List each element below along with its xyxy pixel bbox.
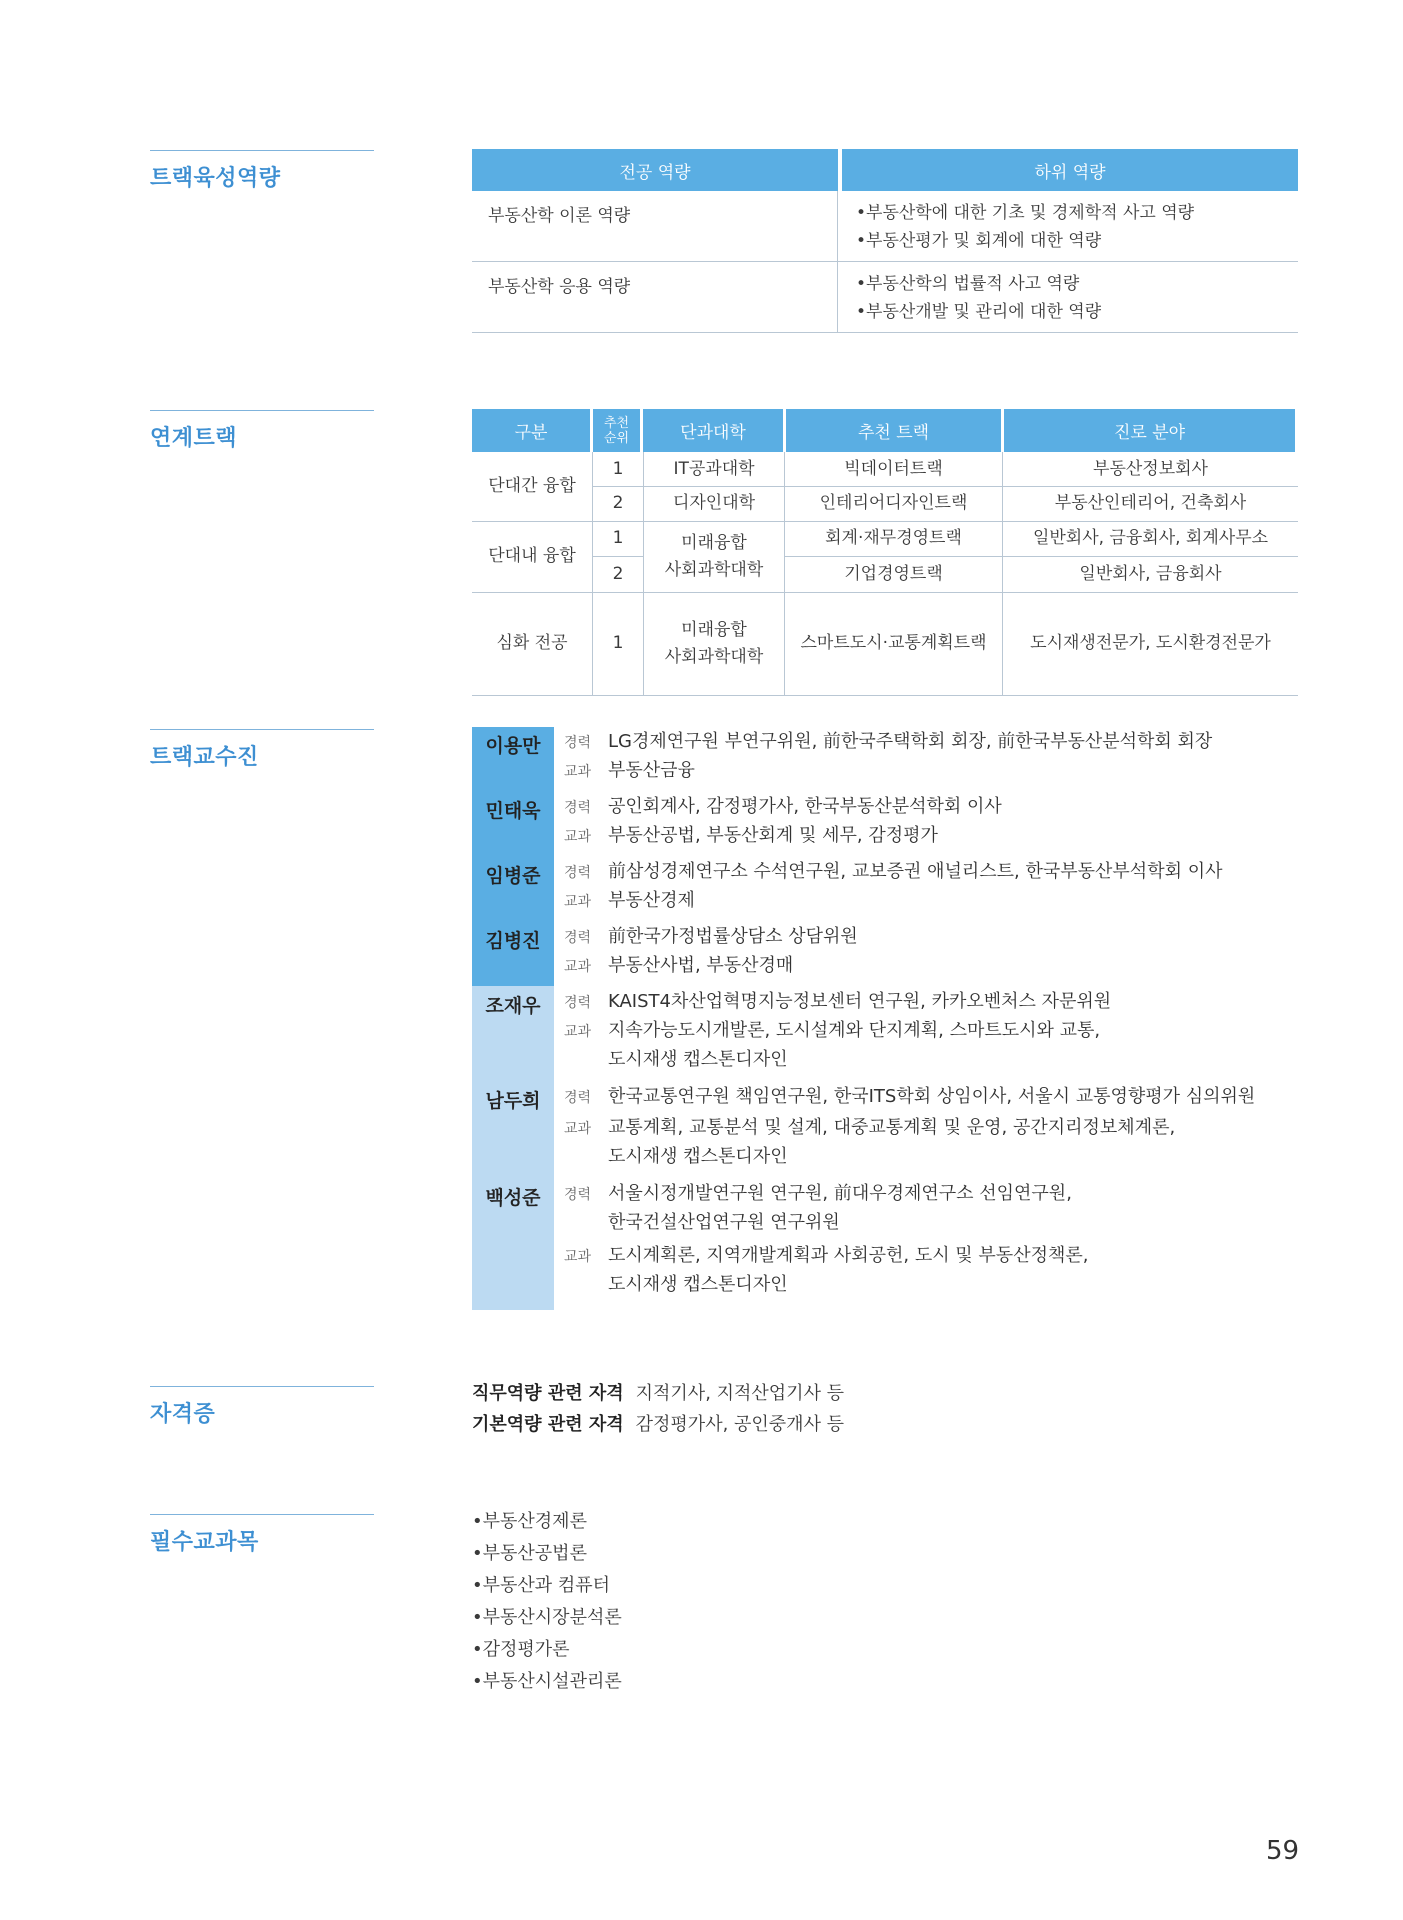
track-cell: 빅데이터트랙 xyxy=(844,458,943,479)
section-title: 자격증 xyxy=(150,1402,216,1427)
certificates-list xyxy=(472,1378,844,1440)
track-cell: 회계·재무경영트랙 xyxy=(825,528,962,548)
career-cell: 도시재생전문가, 도시환경전문가 xyxy=(1030,633,1271,653)
header-cell: 추천 트랙 xyxy=(786,409,1001,452)
course-tag: 교과 xyxy=(564,764,592,780)
career-tag: 경력 xyxy=(564,930,592,946)
group-cell: 단대내 융합 xyxy=(488,546,576,566)
section-label-competency xyxy=(150,150,374,192)
section-title: 연계트랙 xyxy=(150,426,238,451)
list-item: • 부동산시장분석론 xyxy=(472,1602,622,1634)
professor-courses-cont xyxy=(564,1270,788,1299)
group-cell: 심화 전공 xyxy=(496,633,568,653)
course-text: 도시재생 캡스톤디자인 xyxy=(608,1274,788,1295)
section-title: 트랙육성역량 xyxy=(150,166,281,191)
group-cell: 단대간 융합 xyxy=(488,476,576,496)
career-tag: 경력 xyxy=(564,1090,592,1106)
table-header xyxy=(472,149,1298,191)
header-cell: 단과대학 xyxy=(643,409,783,452)
professor-name: 조재우 xyxy=(485,995,541,1017)
career-text: 前삼성경제연구소 수석연구원, 교보증권 애널리스트, 한국부동산부석학회 이사 xyxy=(608,861,1223,882)
course-text: 부동산사법, 부동산경매 xyxy=(608,955,794,976)
sub-competencies xyxy=(838,262,1298,332)
certificate-label: 기본역량 관련 자격 xyxy=(472,1414,624,1435)
table-header xyxy=(472,409,1298,452)
professor-career xyxy=(564,727,1212,758)
list-item: • 부동산학에 대한 기초 및 경제학적 사고 역량 xyxy=(856,199,1298,227)
career-text: 서울시정개발연구원 연구원, 前대우경제연구소 선임연구원, xyxy=(608,1183,1072,1204)
professor-courses-cont xyxy=(564,1142,788,1171)
career-tag: 경력 xyxy=(564,800,592,816)
certificate-label: 직무역량 관련 자격 xyxy=(472,1383,624,1404)
career-tag: 경력 xyxy=(564,865,592,881)
career-tag: 경력 xyxy=(564,1187,592,1203)
course-text: 부동산공법, 부동산회계 및 세무, 감정평가 xyxy=(608,825,938,846)
professor-career xyxy=(564,922,858,953)
professor-career xyxy=(564,792,1002,823)
header-cell: 진로 분야 xyxy=(1004,409,1295,452)
professor-name: 남두희 xyxy=(485,1090,541,1112)
career-text: 공인회계사, 감정평가사, 한국부동산분석학회 이사 xyxy=(608,796,1002,817)
course-text: 교통계획, 교통분석 및 설계, 대중교통계획 및 운영, 공간지리정보체계론, xyxy=(608,1117,1176,1138)
professor-courses xyxy=(564,821,938,852)
track-cell: 스마트도시·교통계획트랙 xyxy=(800,633,987,653)
track-cell: 인테리어디자인트랙 xyxy=(819,493,968,513)
college-cell: 미래융합 사회과학대학 xyxy=(664,532,764,580)
professor-courses-cont xyxy=(564,1045,788,1074)
professor-career xyxy=(564,1179,1072,1210)
professor-name: 민태욱 xyxy=(485,800,541,822)
rank-cell: 2 xyxy=(612,563,624,584)
career-tag: 경력 xyxy=(564,995,592,1011)
career-text: KAIST4차산업혁명지능정보센터 연구원, 카카오벤처스 자문위원 xyxy=(608,991,1112,1012)
professor-career xyxy=(564,1082,1255,1113)
sub-competencies xyxy=(838,191,1298,261)
table-row xyxy=(472,262,1298,333)
header-cell: 전공 역량 xyxy=(472,149,838,191)
professor-career-cont xyxy=(564,1208,840,1237)
career-tag: 경력 xyxy=(564,735,592,751)
career-text: LG경제연구원 부연구위원, 前한국주택학회 회장, 前한국부동산분석학회 회장 xyxy=(608,731,1213,752)
certificate-item xyxy=(472,1378,844,1409)
professor-name: 김병진 xyxy=(485,930,541,952)
course-text: 부동산경제 xyxy=(608,890,695,911)
course-text: 부동산금융 xyxy=(608,760,695,781)
list-item: • 부동산경제론 xyxy=(472,1506,622,1538)
rank-cell: 1 xyxy=(612,458,624,479)
track-cell: 기업경영트랙 xyxy=(844,563,943,584)
course-tag: 교과 xyxy=(564,829,592,845)
list-item: • 부동산시설관리론 xyxy=(472,1666,622,1698)
major-competency: 부동산학 응용 역량 xyxy=(472,262,838,332)
professor-name: 임병준 xyxy=(485,865,541,887)
list-item: • 부동산공법론 xyxy=(472,1538,622,1570)
career-cell: 일반회사, 금융회사 xyxy=(1079,563,1222,584)
header-cell: 구분 xyxy=(472,409,590,452)
professor-courses xyxy=(564,756,695,787)
rank-cell: 1 xyxy=(612,633,624,653)
header-cell: 하위 역량 xyxy=(842,149,1298,191)
course-tag: 교과 xyxy=(564,1249,592,1265)
professor-career xyxy=(564,857,1222,888)
college-cell: 미래융합 사회과학대학 xyxy=(664,619,764,667)
major-competency: 부동산학 이론 역량 xyxy=(472,191,838,261)
college-cell: IT공과대학 xyxy=(673,458,755,479)
name-column-light xyxy=(472,986,554,1310)
course-text: 도시계획론, 지역개발계획과 사회공헌, 도시 및 부동산정책론, xyxy=(608,1245,1089,1266)
list-item: • 부동산과 컴퓨터 xyxy=(472,1570,622,1602)
section-title: 트랙교수진 xyxy=(150,745,259,770)
professor-courses xyxy=(564,1241,1088,1272)
course-tag: 교과 xyxy=(564,1121,592,1137)
section-label-faculty xyxy=(150,729,374,771)
career-cell: 부동산인테리어, 건축회사 xyxy=(1054,493,1247,513)
professor-courses xyxy=(564,951,793,982)
college-cell: 디자인대학 xyxy=(672,493,756,513)
certificate-item xyxy=(472,1409,844,1440)
list-item: • 부동산개발 및 관리에 대한 역량 xyxy=(856,298,1298,326)
course-text: 지속가능도시개발론, 도시설계와 단지계획, 스마트도시와 교통, xyxy=(608,1020,1101,1041)
section-label-linked xyxy=(150,410,374,452)
page-number: 59 xyxy=(1266,1836,1300,1866)
course-tag: 교과 xyxy=(564,894,592,910)
career-text: 한국건설산업연구원 연구위원 xyxy=(608,1212,840,1233)
competency-table xyxy=(472,149,1298,333)
linked-track-table xyxy=(472,409,1298,696)
professor-courses xyxy=(564,1016,1100,1047)
section-title: 필수교과목 xyxy=(150,1530,259,1555)
required-course-list xyxy=(472,1506,622,1698)
professor-name: 백성준 xyxy=(485,1187,541,1209)
certificate-value: 감정평가사, 공인중개사 등 xyxy=(635,1414,845,1435)
rank-cell: 1 xyxy=(612,528,624,548)
professor-courses xyxy=(564,1113,1175,1144)
list-item: • 감정평가론 xyxy=(472,1634,622,1666)
professor-career xyxy=(564,987,1111,1018)
list-item: • 부동산평가 및 회계에 대한 역량 xyxy=(856,227,1298,255)
career-text: 前한국가정법률상담소 상담위원 xyxy=(608,926,858,947)
course-tag: 교과 xyxy=(564,959,592,975)
career-cell: 부동산정보회사 xyxy=(1093,458,1208,479)
professor-name: 이용만 xyxy=(485,735,541,757)
course-text: 도시재생 캡스톤디자인 xyxy=(608,1049,788,1070)
career-cell: 일반회사, 금융회사, 회계사무소 xyxy=(1032,528,1269,548)
table-body xyxy=(472,452,1298,696)
section-label-required xyxy=(150,1514,374,1556)
section-label-certificates xyxy=(150,1386,374,1428)
course-tag: 교과 xyxy=(564,1024,592,1040)
career-text: 한국교통연구원 책임연구원, 한국ITS학회 상임이사, 서울시 교통영향평가 심의위원 xyxy=(608,1086,1256,1107)
course-text: 도시재생 캡스톤디자인 xyxy=(608,1146,788,1167)
certificate-value: 지적기사, 지적산업기사 등 xyxy=(635,1383,845,1404)
list-item: • 부동산학의 법률적 사고 역량 xyxy=(856,270,1298,298)
rank-cell: 2 xyxy=(612,493,624,513)
table-row xyxy=(472,191,1298,262)
professor-courses xyxy=(564,886,695,917)
header-cell: 추천 순위 xyxy=(593,409,640,452)
